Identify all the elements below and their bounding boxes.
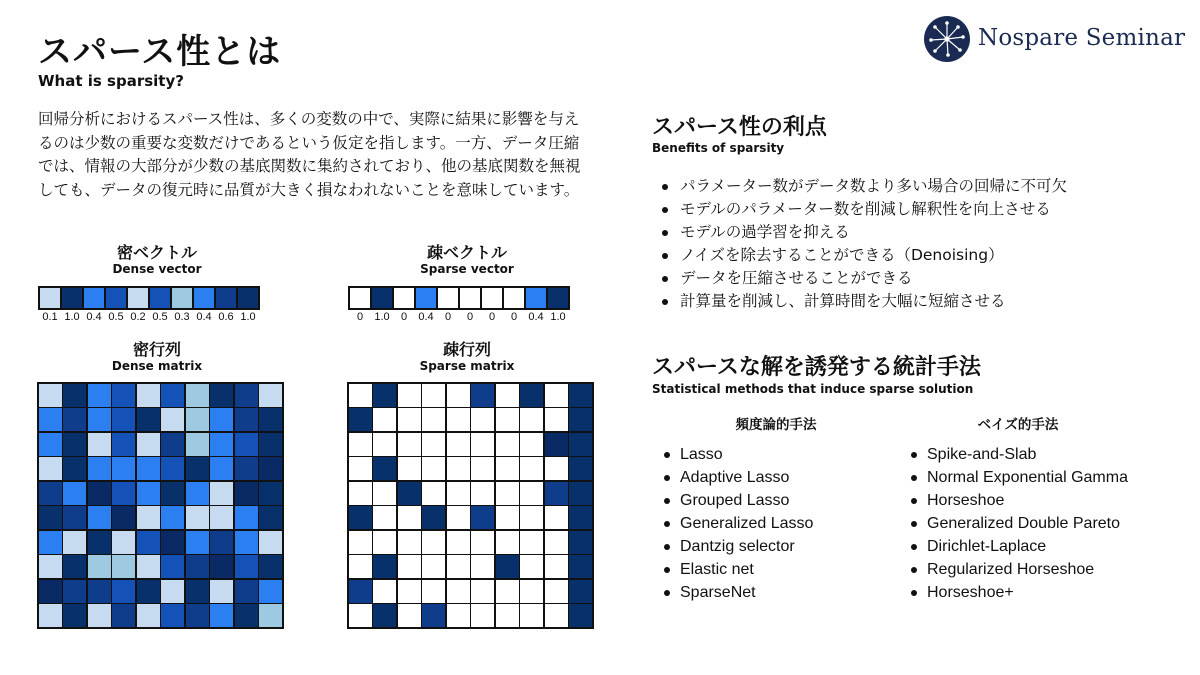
vector-cell-label: 0	[400, 311, 408, 323]
vector-cell-label: 0	[356, 311, 364, 323]
matrix-cell	[398, 580, 421, 603]
vector-cell-label: 0.4	[528, 311, 544, 323]
matrix-cell	[186, 482, 209, 505]
matrix-cell	[112, 433, 135, 456]
vector-cell	[170, 286, 194, 310]
matrix-cell	[373, 384, 396, 407]
matrix-cell	[545, 580, 568, 603]
benefit-item: 計算量を削減し、計算時間を大幅に短縮させる	[656, 290, 1067, 313]
dense-vector-title: 密ベクトル	[116, 243, 197, 262]
matrix-cell	[447, 531, 470, 554]
sparse-vector	[348, 286, 568, 310]
matrix-cell	[471, 506, 494, 529]
matrix-cell	[447, 457, 470, 480]
vector-cell-label: 1.0	[374, 311, 390, 323]
matrix-cell	[447, 555, 470, 578]
matrix-cell	[235, 433, 258, 456]
matrix-cell	[373, 433, 396, 456]
matrix-cell	[88, 482, 111, 505]
vector-cell	[82, 286, 106, 310]
matrix-cell	[259, 555, 282, 578]
bayesian-method-item: Horseshoe+	[907, 581, 1128, 604]
matrix-cell	[63, 604, 86, 627]
vector-cell	[458, 286, 482, 310]
matrix-cell	[569, 604, 592, 627]
matrix-cell	[496, 482, 519, 505]
matrix-cell	[137, 555, 160, 578]
matrix-cell	[112, 457, 135, 480]
bayesian-method-item: Regularized Horseshoe	[907, 558, 1128, 581]
benefits-subtitle: Benefits of sparsity	[652, 141, 785, 155]
network-star-icon	[924, 16, 970, 62]
matrix-cell	[137, 506, 160, 529]
matrix-cell	[398, 604, 421, 627]
bayesian-method-item: Dirichlet-Laplace	[907, 535, 1128, 558]
matrix-cell	[373, 555, 396, 578]
matrix-cell	[235, 531, 258, 554]
matrix-cell	[520, 433, 543, 456]
vector-cell-label: 0.1	[42, 311, 58, 323]
matrix-cell	[349, 531, 372, 554]
matrix-cell	[186, 457, 209, 480]
matrix-cell	[137, 482, 160, 505]
matrix-cell	[447, 433, 470, 456]
vector-cell	[104, 286, 128, 310]
matrix-cell	[235, 604, 258, 627]
vector-cell	[546, 286, 570, 310]
matrix-cell	[349, 433, 372, 456]
matrix-cell	[259, 457, 282, 480]
matrix-cell	[471, 531, 494, 554]
bayesian-methods-list	[907, 443, 1128, 604]
matrix-cell	[373, 482, 396, 505]
matrix-cell	[520, 580, 543, 603]
matrix-cell	[349, 580, 372, 603]
matrix-cell	[373, 506, 396, 529]
matrix-cell	[137, 604, 160, 627]
dense-matrix	[37, 382, 284, 629]
matrix-cell	[349, 555, 372, 578]
matrix-cell	[210, 555, 233, 578]
benefit-item: モデルのパラメーター数を削減し解釈性を向上させる	[656, 198, 1067, 221]
dense-vector-subtitle: Dense vector	[112, 262, 202, 276]
vector-cell	[392, 286, 416, 310]
matrix-cell	[422, 408, 445, 431]
matrix-cell	[259, 604, 282, 627]
matrix-cell	[137, 531, 160, 554]
matrix-cell	[520, 604, 543, 627]
matrix-cell	[349, 482, 372, 505]
matrix-cell	[186, 555, 209, 578]
matrix-cell	[137, 433, 160, 456]
matrix-cell	[186, 604, 209, 627]
matrix-cell	[112, 555, 135, 578]
matrix-cell	[137, 457, 160, 480]
matrix-cell	[398, 555, 421, 578]
matrix-cell	[447, 408, 470, 431]
matrix-cell	[161, 580, 184, 603]
vector-cell	[236, 286, 260, 310]
bayesian-heading: ベイズ的手法	[977, 417, 1059, 433]
frequentist-method-item: Dantzig selector	[660, 535, 813, 558]
matrix-cell	[422, 531, 445, 554]
frequentist-method-item: Elastic net	[660, 558, 813, 581]
matrix-cell	[545, 604, 568, 627]
dense-vector-labels	[38, 311, 258, 323]
page-subtitle: What is sparsity?	[38, 72, 184, 90]
frequentist-method-item: Grouped Lasso	[660, 489, 813, 512]
matrix-cell	[520, 384, 543, 407]
matrix-cell	[259, 408, 282, 431]
matrix-cell	[259, 433, 282, 456]
matrix-cell	[569, 384, 592, 407]
matrix-cell	[63, 433, 86, 456]
matrix-cell	[496, 506, 519, 529]
sparse-matrix-subtitle: Sparse matrix	[419, 359, 515, 373]
matrix-cell	[88, 408, 111, 431]
matrix-cell	[398, 482, 421, 505]
matrix-cell	[259, 384, 282, 407]
vector-cell-label: 1.0	[240, 311, 256, 323]
matrix-cell	[210, 433, 233, 456]
matrix-cell	[349, 604, 372, 627]
matrix-cell	[63, 506, 86, 529]
matrix-cell	[88, 604, 111, 627]
matrix-cell	[259, 531, 282, 554]
matrix-cell	[88, 384, 111, 407]
frequentist-methods-list	[660, 443, 813, 604]
matrix-cell	[545, 457, 568, 480]
matrix-cell	[349, 457, 372, 480]
bayesian-method-item: Spike-and-Slab	[907, 443, 1128, 466]
matrix-cell	[471, 457, 494, 480]
matrix-cell	[88, 580, 111, 603]
matrix-cell	[545, 482, 568, 505]
vector-cell-label: 0.4	[86, 311, 102, 323]
benefit-item: パラメーター数がデータ数より多い場合の回帰に不可欠	[656, 175, 1067, 198]
dense-matrix-title: 密行列	[132, 340, 181, 359]
intro-paragraph: 回帰分析におけるスパース性は、多くの変数の中で、実際に結果に影響を与えるのは少数の重要な変数だけであるという仮定を指します。一方、データ圧縮では、情報の大部分が少数の基底関数に集約されており、他の基底関数を無視しても、データの復元時に品質が大きく損なわれないことを意味しています。	[38, 110, 581, 199]
matrix-cell	[569, 555, 592, 578]
vector-cell	[436, 286, 460, 310]
frequentist-heading: 頻度論的手法	[735, 417, 817, 433]
matrix-cell	[398, 531, 421, 554]
vector-cell-label: 1.0	[64, 311, 80, 323]
matrix-cell	[545, 408, 568, 431]
vector-cell-label: 0	[444, 311, 452, 323]
matrix-cell	[447, 384, 470, 407]
matrix-cell	[520, 506, 543, 529]
matrix-cell	[471, 384, 494, 407]
matrix-cell	[235, 482, 258, 505]
dense-vector	[38, 286, 258, 310]
matrix-cell	[569, 506, 592, 529]
vector-cell	[214, 286, 238, 310]
matrix-cell	[569, 457, 592, 480]
matrix-cell	[112, 531, 135, 554]
sparse-matrix	[347, 382, 594, 629]
vector-cell-label: 0.4	[418, 311, 434, 323]
matrix-cell	[112, 604, 135, 627]
matrix-cell	[398, 433, 421, 456]
matrix-cell	[39, 482, 62, 505]
benefits-title: スパース性の利点	[652, 115, 827, 140]
vector-cell-label: 0.5	[152, 311, 168, 323]
matrix-cell	[373, 408, 396, 431]
methods-title: スパースな解を誘発する統計手法	[652, 355, 981, 380]
matrix-cell	[520, 408, 543, 431]
matrix-cell	[398, 408, 421, 431]
vector-cell-label: 0.2	[130, 311, 146, 323]
vector-cell	[60, 286, 84, 310]
matrix-cell	[112, 408, 135, 431]
matrix-cell	[210, 580, 233, 603]
matrix-cell	[569, 531, 592, 554]
matrix-cell	[569, 482, 592, 505]
matrix-cell	[373, 604, 396, 627]
matrix-cell	[496, 433, 519, 456]
vector-cell-label: 0.4	[196, 311, 212, 323]
bayesian-method-item: Horseshoe	[907, 489, 1128, 512]
matrix-cell	[422, 555, 445, 578]
matrix-cell	[63, 457, 86, 480]
matrix-cell	[39, 433, 62, 456]
matrix-cell	[545, 531, 568, 554]
matrix-cell	[186, 408, 209, 431]
matrix-cell	[39, 384, 62, 407]
matrix-cell	[569, 408, 592, 431]
matrix-cell	[63, 482, 86, 505]
matrix-cell	[210, 457, 233, 480]
vector-cell-label: 0.3	[174, 311, 190, 323]
methods-subtitle: Statistical methods that induce sparse solution	[652, 382, 974, 396]
matrix-cell	[496, 457, 519, 480]
vector-cell-label: 0.6	[218, 311, 234, 323]
matrix-cell	[398, 457, 421, 480]
matrix-cell	[210, 531, 233, 554]
matrix-cell	[520, 457, 543, 480]
matrix-cell	[235, 580, 258, 603]
matrix-cell	[520, 555, 543, 578]
dense-matrix-subtitle: Dense matrix	[111, 359, 203, 373]
vector-cell-label: 0	[466, 311, 474, 323]
matrix-cell	[210, 506, 233, 529]
matrix-cell	[39, 506, 62, 529]
matrix-cell	[210, 384, 233, 407]
matrix-cell	[39, 604, 62, 627]
vector-cell-label: 1.0	[550, 311, 566, 323]
matrix-cell	[161, 457, 184, 480]
matrix-cell	[373, 457, 396, 480]
matrix-cell	[39, 457, 62, 480]
matrix-cell	[447, 482, 470, 505]
matrix-cell	[422, 384, 445, 407]
matrix-cell	[545, 384, 568, 407]
benefit-item: データを圧縮させることができる	[656, 267, 1067, 290]
vector-cell-label: 0.5	[108, 311, 124, 323]
matrix-cell	[235, 555, 258, 578]
matrix-cell	[186, 580, 209, 603]
matrix-cell	[373, 580, 396, 603]
matrix-cell	[88, 506, 111, 529]
frequentist-method-item: Lasso	[660, 443, 813, 466]
matrix-cell	[520, 531, 543, 554]
matrix-cell	[496, 555, 519, 578]
vector-cell	[502, 286, 526, 310]
sparse-vector-title: 疎ベクトル	[426, 243, 507, 262]
matrix-cell	[471, 433, 494, 456]
matrix-cell	[63, 531, 86, 554]
matrix-cell	[569, 433, 592, 456]
benefit-item: モデルの過学習を抑える	[656, 221, 1067, 244]
matrix-cell	[63, 555, 86, 578]
matrix-cell	[235, 384, 258, 407]
sparse-vector-labels	[348, 311, 568, 323]
matrix-cell	[39, 531, 62, 554]
matrix-cell	[259, 580, 282, 603]
vector-cell	[38, 286, 62, 310]
matrix-cell	[398, 506, 421, 529]
matrix-cell	[112, 482, 135, 505]
matrix-cell	[39, 555, 62, 578]
matrix-cell	[422, 457, 445, 480]
matrix-cell	[235, 506, 258, 529]
matrix-cell	[471, 555, 494, 578]
bayesian-method-item: Normal Exponential Gamma	[907, 466, 1128, 489]
vector-cell-label: 0	[488, 311, 496, 323]
matrix-cell	[471, 604, 494, 627]
matrix-cell	[186, 506, 209, 529]
matrix-cell	[447, 506, 470, 529]
matrix-cell	[447, 604, 470, 627]
matrix-cell	[161, 604, 184, 627]
matrix-cell	[88, 531, 111, 554]
matrix-cell	[88, 555, 111, 578]
frequentist-method-item: Adaptive Lasso	[660, 466, 813, 489]
matrix-cell	[349, 506, 372, 529]
matrix-cell	[161, 506, 184, 529]
bayesian-method-item: Generalized Double Pareto	[907, 512, 1128, 535]
vector-cell	[370, 286, 394, 310]
matrix-cell	[259, 506, 282, 529]
matrix-cell	[88, 457, 111, 480]
matrix-cell	[137, 580, 160, 603]
vector-cell	[524, 286, 548, 310]
sparse-vector-subtitle: Sparse vector	[420, 262, 514, 276]
matrix-cell	[63, 408, 86, 431]
matrix-cell	[210, 482, 233, 505]
matrix-cell	[88, 433, 111, 456]
matrix-cell	[39, 408, 62, 431]
matrix-cell	[186, 531, 209, 554]
vector-cell	[148, 286, 172, 310]
matrix-cell	[161, 555, 184, 578]
benefit-item: ノイズを除去することができる（Denoising）	[656, 244, 1067, 267]
matrix-cell	[496, 408, 519, 431]
matrix-cell	[422, 482, 445, 505]
matrix-cell	[349, 384, 372, 407]
matrix-cell	[137, 384, 160, 407]
matrix-cell	[496, 531, 519, 554]
matrix-cell	[161, 531, 184, 554]
matrix-cell	[422, 506, 445, 529]
matrix-cell	[235, 457, 258, 480]
vector-cell	[192, 286, 216, 310]
matrix-cell	[545, 433, 568, 456]
matrix-cell	[210, 604, 233, 627]
matrix-cell	[235, 408, 258, 431]
vector-cell	[348, 286, 372, 310]
benefits-list	[656, 175, 1067, 313]
frequentist-method-item: Generalized Lasso	[660, 512, 813, 535]
vector-cell	[126, 286, 150, 310]
matrix-cell	[112, 384, 135, 407]
matrix-cell	[422, 604, 445, 627]
matrix-cell	[471, 482, 494, 505]
matrix-cell	[496, 604, 519, 627]
matrix-cell	[39, 580, 62, 603]
matrix-cell	[471, 408, 494, 431]
matrix-cell	[496, 384, 519, 407]
matrix-cell	[161, 408, 184, 431]
matrix-cell	[398, 384, 421, 407]
matrix-cell	[210, 408, 233, 431]
vector-cell	[414, 286, 438, 310]
nospare-logo	[924, 16, 1186, 62]
matrix-cell	[161, 384, 184, 407]
matrix-cell	[186, 384, 209, 407]
matrix-cell	[422, 580, 445, 603]
matrix-cell	[569, 580, 592, 603]
matrix-cell	[349, 408, 372, 431]
sparse-matrix-title: 疎行列	[442, 340, 491, 359]
matrix-cell	[471, 580, 494, 603]
matrix-cell	[112, 506, 135, 529]
matrix-cell	[545, 506, 568, 529]
matrix-cell	[520, 482, 543, 505]
page-title: スパース性とは	[38, 32, 282, 72]
matrix-cell	[63, 384, 86, 407]
matrix-cell	[422, 433, 445, 456]
matrix-cell	[161, 433, 184, 456]
matrix-cell	[373, 531, 396, 554]
matrix-cell	[63, 580, 86, 603]
matrix-cell	[186, 433, 209, 456]
frequentist-method-item: SparseNet	[660, 581, 813, 604]
matrix-cell	[112, 580, 135, 603]
vector-cell	[480, 286, 504, 310]
matrix-cell	[259, 482, 282, 505]
logo-text: Nospare Seminar	[978, 25, 1186, 51]
matrix-cell	[161, 482, 184, 505]
vector-cell-label: 0	[510, 311, 518, 323]
matrix-cell	[137, 408, 160, 431]
matrix-cell	[496, 580, 519, 603]
matrix-cell	[545, 555, 568, 578]
matrix-cell	[447, 580, 470, 603]
